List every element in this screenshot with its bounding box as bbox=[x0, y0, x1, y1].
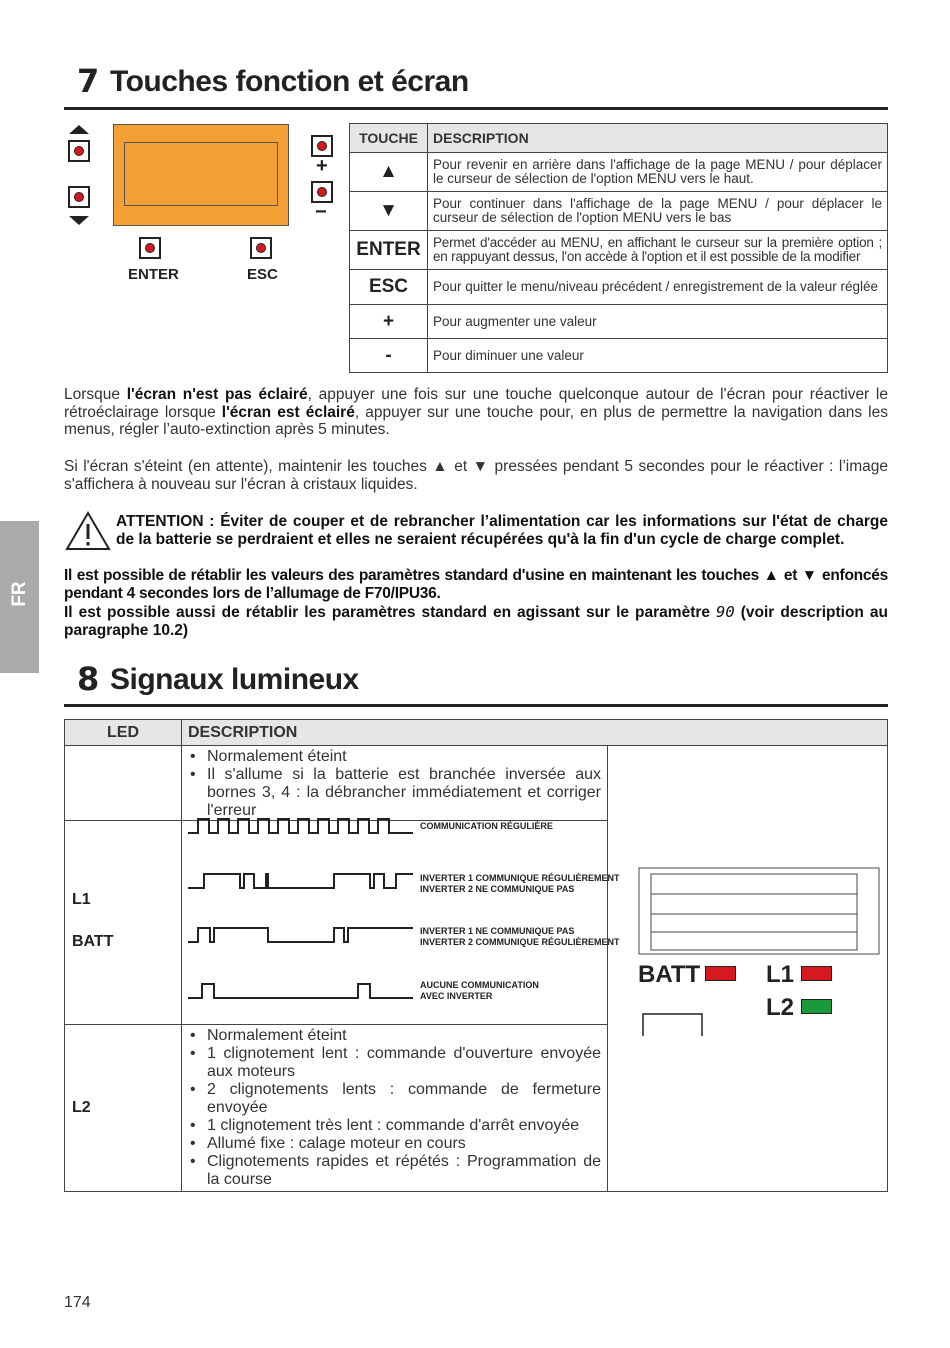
list-item: • 2 clignotements lents : commande de fermeture envoyée bbox=[190, 1081, 601, 1117]
warning-icon bbox=[65, 511, 111, 551]
led-row1-led bbox=[65, 746, 182, 821]
key-cell-esc: ESC bbox=[350, 270, 428, 305]
signal-label-2b: INVERTER 2 COMMUNIQUE RÉGULIÈREMENT bbox=[420, 937, 620, 947]
panel-l1-label: L1 bbox=[766, 961, 795, 988]
section-7-number: 7 bbox=[77, 62, 100, 100]
backlight-paragraph: Lorsque l'écran n'est pas éclairé, appuyer une fois sur une touche quelconque autour de l'écran pour réactiver le rétroéclairage lorsque l'écran est éclairé, appuyer sur une touche pour, en plus de permettre la navigation dans les menus, régler l’auto-extinction après 5 minutes. bbox=[64, 386, 888, 438]
waveform-regular bbox=[188, 819, 413, 833]
panel-batt-label: BATT bbox=[638, 961, 701, 988]
waveform-no-comm bbox=[188, 984, 413, 998]
key-desc-enter: Permet d'accéder au MENU, en affichant le curseur sur la première option ; en rappuyant dessus, l'on accède à l'option et il est possible de la modifier bbox=[428, 231, 888, 270]
plus-sign: + bbox=[316, 155, 328, 177]
keys-table bbox=[349, 123, 888, 373]
key-desc-minus: Pour diminuer une valeur bbox=[428, 339, 888, 373]
signal-waveforms bbox=[188, 814, 418, 1004]
led-row2-led bbox=[65, 821, 182, 1025]
reset-paragraph-2: Il est possible aussi de rétablir les paramètres standard en agissant sur le paramètre 90 (voir description au paragraphe 10.2) bbox=[64, 603, 889, 639]
warning-text: ATTENTION : Éviter de couper et de rebrancher l’alimentation car les informations sur l'état de charge de la batterie se perdraient et elles ne seraient récupérées qu'à la fin d'un cycle de charge complet. bbox=[116, 513, 888, 548]
waveform-inverter1-ok bbox=[188, 874, 413, 888]
minus-sign: − bbox=[315, 201, 327, 223]
signal-label-1a: INVERTER 1 COMMUNIQUE RÉGULIÈREMENT bbox=[420, 873, 620, 883]
down-key-button bbox=[68, 186, 90, 208]
led-row1-desc bbox=[182, 746, 608, 821]
signal-label-3b: AVEC INVERTER bbox=[420, 991, 493, 1001]
l1-led-red bbox=[801, 966, 832, 981]
minus-key-button bbox=[311, 181, 333, 203]
signal-label-1b: INVERTER 2 NE COMMUNIQUE PAS bbox=[420, 884, 575, 894]
key-desc-down: Pour continuer dans l'affichage de la page MENU / pour déplacer le curseur de sélection de l'option MENU vers le bas bbox=[428, 192, 888, 231]
enter-key-button bbox=[139, 237, 161, 259]
list-item: • 1 clignotement très lent : commande d'arrêt envoyée bbox=[190, 1117, 601, 1135]
section-7-title: Touches fonction et écran bbox=[110, 65, 469, 98]
key-cell-down: ▼ bbox=[350, 192, 428, 231]
connector-outline bbox=[640, 1012, 720, 1038]
signal-label-2a: INVERTER 1 NE COMMUNIQUE PAS bbox=[420, 926, 575, 936]
list-item: • Clignotements rapides et répétés : Programmation de la course bbox=[190, 1153, 601, 1189]
key-cell-plus: + bbox=[350, 305, 428, 339]
esc-key-label: ESC bbox=[247, 266, 278, 283]
key-cell-enter: ENTER bbox=[350, 231, 428, 270]
led-table-header-desc: DESCRIPTION bbox=[182, 720, 888, 746]
esc-key-button bbox=[250, 237, 272, 259]
arrow-up-icon bbox=[69, 125, 89, 134]
key-cell-minus: - bbox=[350, 339, 428, 373]
section-8-number: 8 bbox=[77, 660, 100, 698]
list-item: • Il s'allume si la batterie est branchée inversée aux bornes 3, 4 : la débrancher immédiatement et corriger l'erreur bbox=[190, 766, 601, 820]
key-desc-plus: Pour augmenter une valeur bbox=[428, 305, 888, 339]
list-item: • Normalement éteint bbox=[190, 748, 601, 766]
device-display-illustration bbox=[635, 866, 885, 956]
list-item: • Normalement éteint bbox=[190, 1027, 601, 1045]
key-cell-up: ▲ bbox=[350, 153, 428, 192]
key-desc-esc: Pour quitter le menu/niveau précédent / enregistrement de la valeur réglée bbox=[428, 270, 888, 305]
section-8-title: Signaux lumineux bbox=[110, 663, 359, 696]
list-item: • Allumé fixe : calage moteur en cours bbox=[190, 1135, 601, 1153]
enter-key-label: ENTER bbox=[128, 266, 179, 283]
led-row3-desc bbox=[182, 1025, 608, 1192]
led-l2-label: L2 bbox=[72, 1099, 91, 1116]
led-l1-label: L1 bbox=[72, 890, 91, 908]
plus-key-button bbox=[311, 135, 333, 157]
lcd-screen bbox=[113, 124, 289, 226]
reset-paragraph-1: Il est possible de rétablir les valeurs des paramètres standard d'usine en maintenant les touches ▲ et ▼ enfoncés pendant 4 secondes lors de l’allumage de F70/IPU36. bbox=[64, 567, 888, 602]
batt-led-red bbox=[705, 966, 736, 981]
keys-table-header-desc: DESCRIPTION bbox=[428, 124, 888, 153]
led-batt-label: BATT bbox=[72, 932, 114, 950]
page-number: 174 bbox=[64, 1294, 91, 1311]
key-desc-up: Pour revenir en arrière dans l'affichage de la page MENU / pour déplacer le curseur de sélection de l'option MENU vers le haut. bbox=[428, 153, 888, 192]
keys-table-header-key: TOUCHE bbox=[350, 124, 428, 153]
led-row3-led bbox=[65, 1025, 182, 1192]
panel-l2-label: L2 bbox=[766, 994, 795, 1021]
parameter-code: 90 bbox=[716, 603, 735, 621]
section-8-rule bbox=[64, 704, 888, 707]
up-key-button bbox=[68, 140, 90, 162]
signal-label-regular: COMMUNICATION RÉGULIÈRE bbox=[420, 821, 553, 831]
waveform-inverter2-ok bbox=[188, 928, 413, 942]
led-table-header-led: LED bbox=[65, 720, 182, 746]
section-7-rule bbox=[64, 107, 888, 110]
standby-paragraph: Si l'écran s'éteint (en attente), maintenir les touches ▲ et ▼ pressées pendant 5 secondes pour le réactiver : l’image s'affichera à nouveau sur l'écran à cristaux liquides. bbox=[64, 458, 888, 493]
l2-led-green bbox=[801, 999, 832, 1014]
list-item: • 1 clignotement lent : commande d'ouverture envoyée aux moteurs bbox=[190, 1045, 601, 1081]
arrow-down-icon bbox=[69, 216, 89, 225]
signal-label-3a: AUCUNE COMMUNICATION bbox=[420, 980, 539, 990]
language-side-tab: FR bbox=[0, 521, 39, 673]
